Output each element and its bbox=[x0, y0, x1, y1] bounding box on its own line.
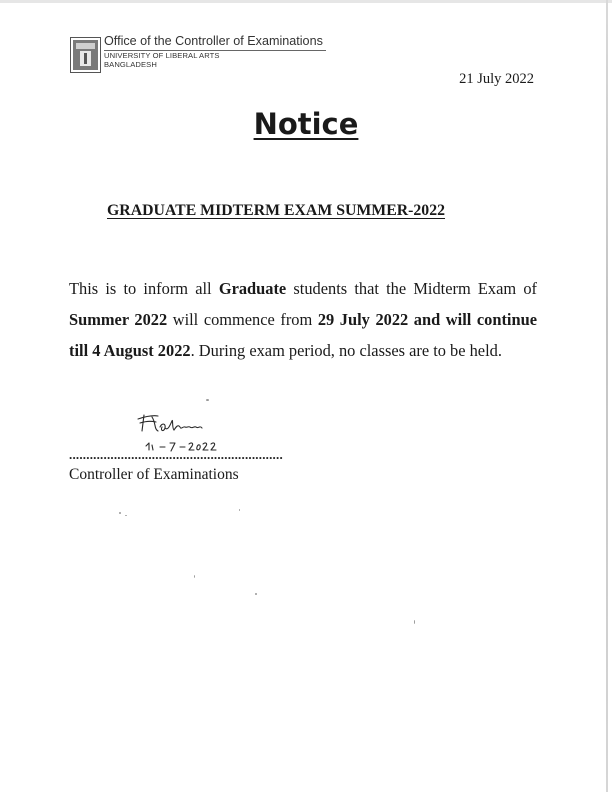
university-name: UNIVERSITY OF LIBERAL ARTS bbox=[104, 51, 220, 60]
ulab-logo-icon bbox=[70, 37, 101, 73]
scan-speck bbox=[414, 620, 415, 624]
letterhead-text bbox=[104, 34, 344, 69]
body-text-1: This is to inform all bbox=[69, 279, 219, 298]
scan-speck bbox=[194, 575, 195, 578]
body-text-4: . During exam period, no classes are to be held. bbox=[190, 341, 502, 360]
signature-line: .............................................................. bbox=[69, 447, 283, 462]
notice-title: Notice bbox=[253, 107, 359, 141]
scan-speck bbox=[125, 515, 127, 516]
signatory-designation: Controller of Examinations bbox=[69, 466, 239, 483]
scan-speck bbox=[239, 509, 240, 511]
body-bold-2: Summer 2022 bbox=[69, 310, 168, 329]
notice-title-wrap bbox=[0, 107, 612, 141]
notice-subject: GRADUATE MIDTERM EXAM SUMMER-2022 bbox=[107, 202, 446, 219]
scan-speck bbox=[255, 593, 257, 595]
university-country: BANGLADESH bbox=[104, 59, 157, 69]
scan-top-edge bbox=[0, 0, 612, 3]
body-bold-3: 29 July 2022 and will continue till 4 August 2022 bbox=[69, 310, 537, 360]
body-text-3: will commence from bbox=[167, 310, 318, 329]
body-text-2: students that the Midterm Exam of bbox=[286, 279, 537, 298]
office-name: Office of the Controller of Examinations bbox=[104, 34, 323, 48]
scan-speck bbox=[119, 512, 121, 514]
scan-speck bbox=[206, 399, 209, 401]
body-bold-1: Graduate bbox=[218, 279, 287, 298]
notice-date: 21 July 2022 bbox=[459, 71, 534, 87]
notice-body bbox=[69, 273, 537, 366]
